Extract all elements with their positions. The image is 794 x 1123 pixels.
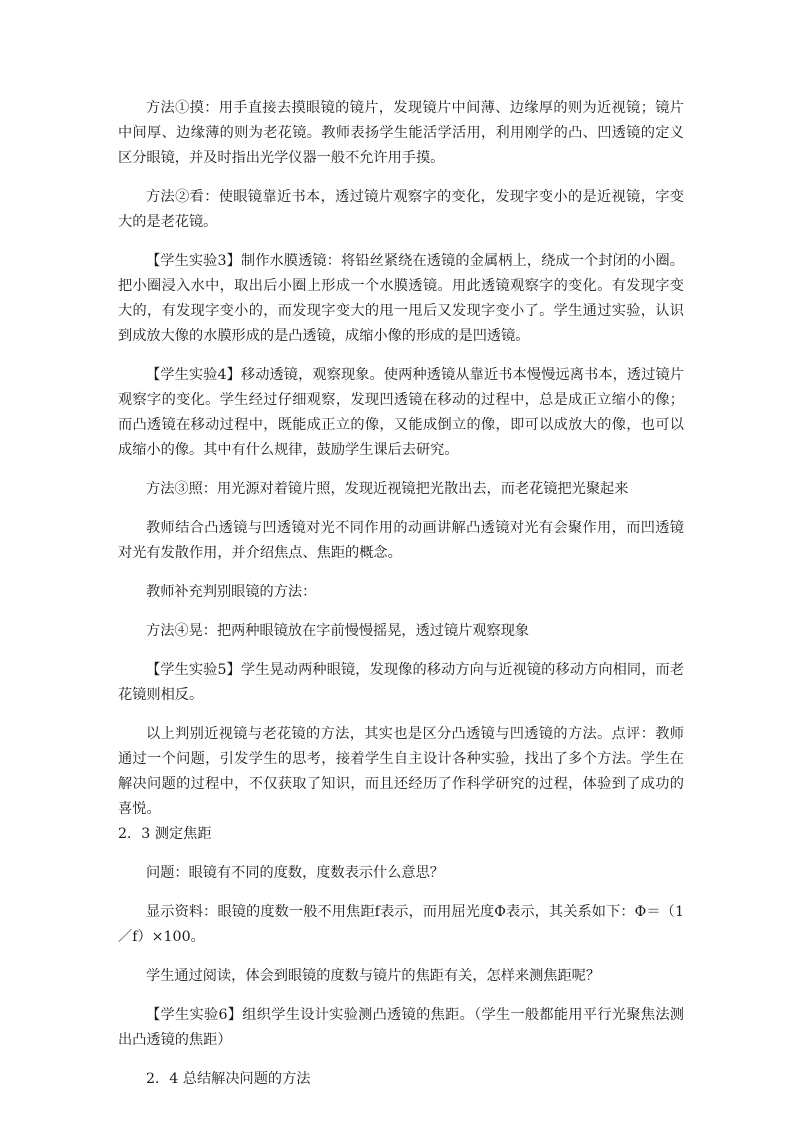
document-page [118, 96, 684, 1106]
paragraph-method-shake: 方法④晃：把两种眼镜放在字前慢慢摇晃，透过镜片观察现象 [146, 623, 530, 639]
section-heading-2-3: 2．3 测定焦距 [118, 826, 212, 842]
section-heading-2-4: 2．4 总结解决问题的方法 [146, 1071, 311, 1087]
paragraph-experiment-5: 【学生实验5】学生晃动两种眼镜，发现像的移动方向与近视镜的移动方向相同，而老花镜则相反。 [118, 662, 684, 703]
paragraph-experiment-3: 【学生实验3】制作水膜透镜：将铅丝紧绕在透镜的金属柄上，绕成一个封闭的小圈。把小圈浸入水中，取出后小圈上形成一个水膜透镜。用此透镜观察字的变化。有发现字变大的，有发现字变小的，而发现字变大的甩一甩后又发现字变小了。学生通过实验，认识到成放大像的水膜形成的是凸透镜，成缩小像的形成的是凹透镜。 [118, 253, 684, 344]
paragraph-question: 问题：眼镜有不同的度数，度数表示什么意思？ [146, 865, 444, 881]
paragraph-commentary: 以上判别近视镜与老花镜的方法，其实也是区分凸透镜与凹透镜的方法。点评：教师通过一个问题，引发学生的思考，接着学生自主设计各种实验，找出了多个方法。学生在解决问题的过程中，不仅获取了知识，而且还经历了作科学研究的过程，体验到了成功的喜悦。 [118, 726, 684, 817]
paragraph-teacher-supplement: 教师补充判别眼镜的方法： [146, 584, 317, 600]
paragraph-method-touch: 方法①摸：用手直接去摸眼镜的镜片，发现镜片中间薄、边缘厚的则为近视镜；镜片中间厚、边缘薄的则为老花镜。教师表扬学生能活学活用，利用刚学的凸、凹透镜的定义区分眼镜，并及时指出光学仪器一般不允许用手摸。 [118, 100, 684, 166]
paragraph-experiment-6: 【学生实验6】组织学生设计实验测凸透镜的焦距。（学生一般都能用平行光聚焦法测出凸透镜的焦距） [118, 1007, 684, 1048]
paragraph-reading: 学生通过阅读，体会到眼镜的度数与镜片的焦距有关，怎样来测焦距呢？ [146, 968, 601, 984]
paragraph-show-data: 显示资料：眼镜的度数一般不用焦距f表示，而用屈光度Φ表示，其关系如下：Φ＝（1／f）×100。 [118, 904, 684, 945]
paragraph-experiment-4: 【学生实验4】移动透镜，观察现象。使两种透镜从靠近书本慢慢远离书本，透过镜片观察字的变化。学生经过仔细观察，发现凹透镜在移动的过程中，总是成正立缩小的像；而凸透镜在移动过程中，既能成正立的像，又能成倒立的像，即可以成放大的像，也可以成缩小的像。其中有什么规律，鼓励学生课后去研究。 [118, 367, 684, 458]
paragraph-method-shine: 方法③照：用光源对着镜片照，发现近视镜把光散出去，而老花镜把光聚起来 [146, 481, 629, 497]
paragraph-method-look: 方法②看：使眼镜靠近书本，透过镜片观察字的变化，发现字变小的是近视镜，字变大的是老花镜。 [118, 189, 684, 230]
paragraph-teacher-animation: 教师结合凸透镜与凹透镜对光不同作用的动画讲解凸透镜对光有会聚作用，而凹透镜对光有发散作用，并介绍焦点、焦距的概念。 [118, 520, 684, 561]
